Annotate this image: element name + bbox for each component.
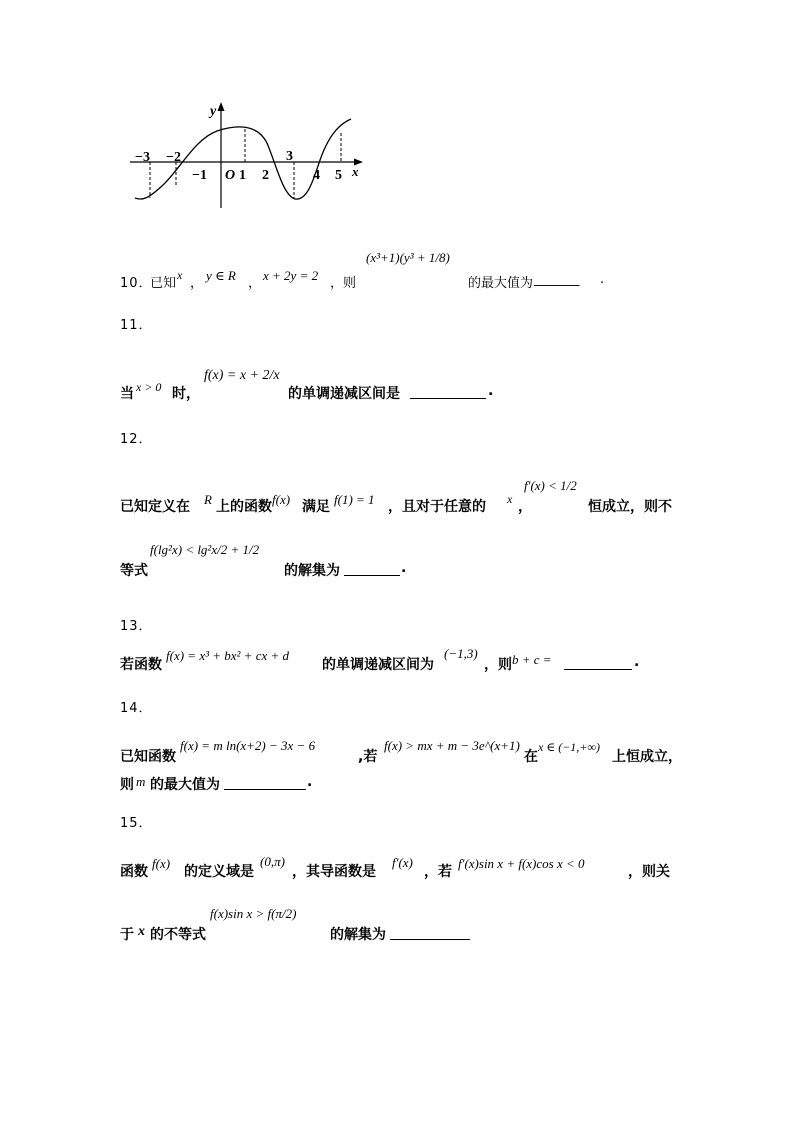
question-14: [120, 732, 720, 794]
tick-neg2: −2: [166, 150, 181, 165]
q15-math-derivative: f′(x): [392, 855, 413, 870]
tick-2: 2: [262, 168, 269, 183]
q15-math-domain: (0,π): [260, 854, 285, 869]
q15-math-fx: f(x): [152, 856, 171, 871]
q15-math-inequality: f(x)sin x > f(π/2): [210, 906, 297, 921]
q15-text-4: ，若: [424, 864, 452, 880]
y-axis-arrow-icon: [218, 102, 225, 111]
tick-1: 1: [239, 168, 246, 183]
q12-text-1: 已知定义在: [120, 499, 190, 515]
q10-text-1: 已知: [150, 276, 177, 291]
q12-math-f1: f(1) = 1: [334, 492, 375, 507]
question-15: [120, 850, 720, 942]
q14-answer-blank[interactable]: [224, 777, 306, 790]
q15-math-condition: f′(x)sin x + f(x)cos x < 0: [458, 856, 585, 871]
q13-end: .: [634, 654, 640, 670]
q10-math-expression: (x³+1)(y³ + 1/8): [366, 250, 450, 265]
q12-text-3: 满足: [302, 499, 330, 515]
q15-text-1: 函数: [120, 864, 148, 880]
origin-label: O: [225, 168, 236, 183]
q11-math-x-gt-0: x > 0: [136, 380, 162, 394]
q12-end: .: [401, 560, 407, 576]
q12-text-7: 等式: [120, 563, 148, 579]
q11-answer-blank[interactable]: [410, 386, 486, 399]
question-11: [120, 352, 720, 402]
q10-math-x: x: [177, 268, 183, 282]
q14-math-m: m: [136, 774, 146, 789]
q12-math-derivative: f′(x) < 1/2: [524, 478, 577, 493]
q15-text-3: ，其导函数是: [292, 864, 376, 880]
q10-number: 10．: [120, 276, 153, 291]
q11-text-1: 当: [120, 386, 134, 402]
q14-number: 14．: [120, 701, 153, 716]
q11-math-function: f(x) = x + 2/x: [204, 368, 280, 383]
q13-text-1: 若函数: [120, 657, 162, 673]
q15-math-x: x: [138, 924, 145, 939]
question-12: [120, 470, 720, 580]
q14-math-function: f(x) = m ln(x+2) − 3x − 6: [180, 738, 316, 753]
q12-text-2: 上的函数: [216, 499, 272, 515]
tick-neg1: −1: [192, 168, 207, 183]
q11-number: 11．: [120, 318, 153, 333]
q13-math-b-plus-c: b + c =: [512, 652, 552, 667]
tick-3: 3: [286, 149, 293, 164]
q12-math-inequality: f(lg²x) < lg²x/2 + 1/2: [150, 542, 260, 557]
q14-end: .: [307, 774, 313, 790]
q10-answer-blank[interactable]: _______: [534, 272, 580, 287]
q15-number: 15．: [120, 816, 153, 831]
q10-text-3: ，: [248, 276, 262, 291]
q13-number: 13．: [120, 619, 153, 634]
q13-text-2: 的单调递减区间为: [322, 657, 434, 673]
q10-math-condition: x + 2y = 2: [263, 268, 319, 283]
x-axis-label: x: [352, 164, 359, 179]
q15-text-7: 的不等式: [150, 927, 206, 943]
q15-answer-blank[interactable]: [390, 927, 470, 940]
q12-text-4: ，且对于任意的: [388, 499, 486, 515]
q12-math-r: R: [204, 492, 212, 507]
q14-text-1: 已知函数: [120, 749, 176, 765]
q13-math-interval: (−1,3): [444, 646, 478, 661]
q14-text-6: 的最大值为: [150, 777, 220, 793]
q14-text-5: 则: [120, 777, 134, 793]
q14-text-4: 上恒成立，: [612, 749, 682, 765]
q14-math-inequality: f(x) > mx + m − 3e^(x+1): [384, 738, 520, 753]
q10-text-2: ，: [190, 276, 204, 291]
q15-text-5: ，则关: [628, 864, 670, 880]
q15-text-8: 的解集为: [330, 927, 386, 943]
tick-5: 5: [335, 168, 342, 183]
q10-text-4: ，则: [330, 276, 357, 291]
q12-math-x: x: [507, 492, 513, 506]
tick-4: 4: [313, 168, 320, 183]
tick-neg3: −3: [135, 150, 150, 165]
q14-text-3: 在: [524, 749, 538, 765]
q13-answer-blank[interactable]: [564, 657, 632, 670]
q12-text-5: ，: [518, 499, 532, 515]
q13-math-function: f(x) = x³ + bx² + cx + d: [166, 648, 290, 663]
q14-math-domain: x ∈ (−1,+∞): [538, 740, 600, 754]
q11-text-3: 的单调递减区间是: [288, 386, 400, 402]
function-graph: [125, 95, 375, 215]
question-13: [120, 640, 720, 676]
q12-answer-blank[interactable]: [344, 563, 400, 576]
q11-end: .: [488, 383, 494, 399]
q13-text-3: ，则: [484, 657, 512, 673]
q15-text-2: 的定义域是: [184, 864, 254, 880]
q12-math-fx: f(x): [272, 492, 291, 507]
q12-text-8: 的解集为: [284, 563, 340, 579]
q10-end: .: [600, 272, 605, 287]
q10-math-y-in-r: y ∈ R: [206, 268, 236, 283]
q14-text-2: ,若: [358, 749, 378, 765]
y-axis-label: y: [210, 104, 217, 119]
q12-text-6: 恒成立，则不: [588, 499, 672, 515]
q10-text-5: 的最大值为: [468, 276, 534, 291]
question-10: [120, 244, 720, 292]
q12-number: 12．: [120, 432, 153, 447]
q15-text-6: 于: [120, 927, 134, 943]
q11-text-2: 时，: [172, 386, 200, 402]
